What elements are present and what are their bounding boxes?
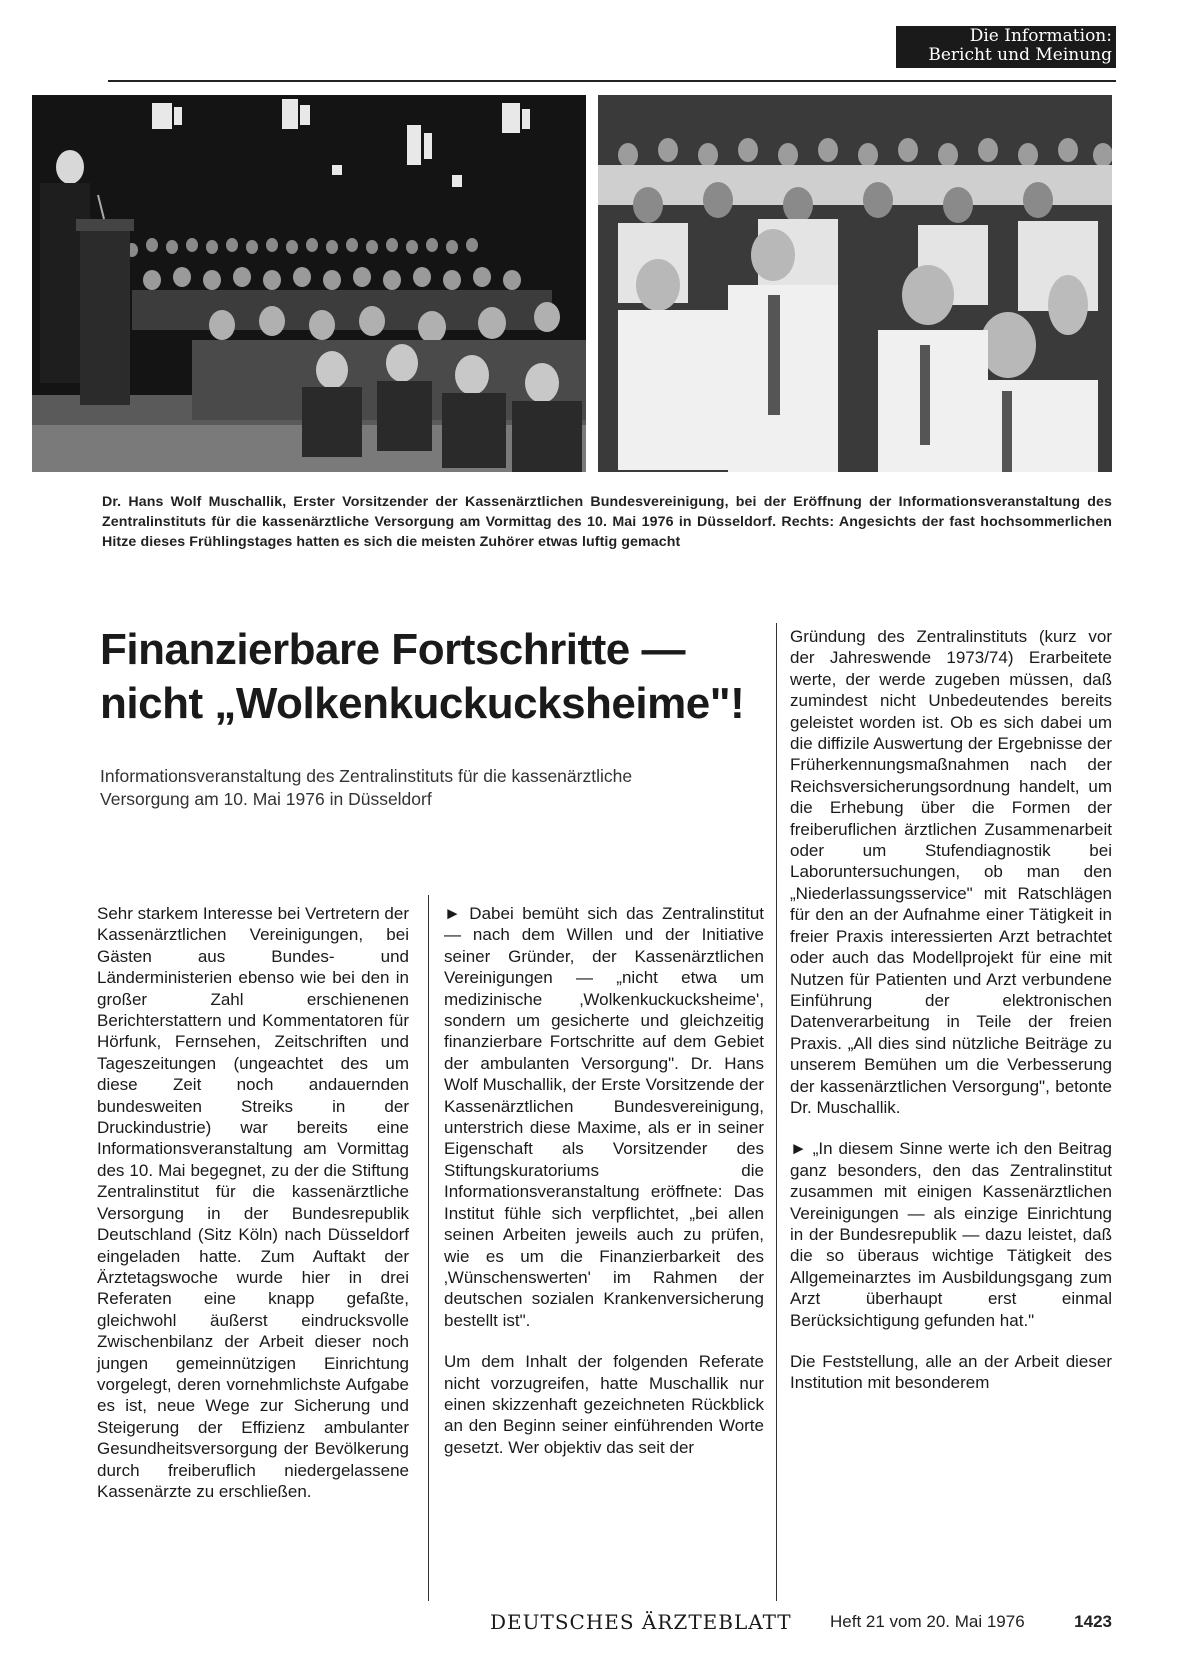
paragraph: Sehr starkem Interesse bei Vertretern der Kassenärztlichen Vereinigungen, bei Gästen aus Bundes- und Länderministerien ebenso wie bei den in großer Zahl erschienenen Berichterstattern und Kommentatoren für Hörfunk, Fernsehen, Zeitschriften und Tageszeitungen (ungeachtet des um diese Zeit noch andauernden bundesweiten Streiks in der Druckindustrie) war bereits eine Informationsveranstaltung am Vormittag des 10. Mai begegnet, zu der die Stiftung Zentralinstitut für die kassenärztliche Versorgung in der Bundesrepublik Deutschland (Sitz Köln) nach Düsseldorf eingeladen hatte. Zum Auftakt der Ärztetagswoche wurde hier in drei Referaten eine knapp gefaßte, gleichwohl äußerst eindrucksvolle Zwischenbilanz der Arbeit dieser noch jungen gemeinnützigen Einrichtung vorgelegt, deren vornehmlichste Aufgabe es ist, neue Wege zur Sicherung und Steigerung der Effizienz ambulanter Gesundheitsversorgung der Bevölkerung durch freiberuflich niedergelassene Kassenärzte zu erschließen. bbox=[97, 904, 409, 1501]
paragraph: Gründung des Zentralinstituts (kurz vor der Jahreswende 1973/74) Erarbeitete werte, der werde zugeben müssen, daß zumindest nicht Unbedeutendes bereits geleistet worden ist. Ob es sich dabei um die diffizile Auswertung der Ergebnisse der Früherkennungsmaßnahmen nach der Reichsversicherungsordnung handelt, um die Erhebung über die Formen der freiberuflichen ärztlichen Zusammenarbeit oder um Stufendiagnostik bei Laboruntersuchungen, ob man den „Niederlassungsservice" mit Ratschlägen für den an der Aufnahme einer Tätigkeit in freier Praxis interessierten Arzt betrachtet oder auch das Modellprojekt für eine mit Nutzen für Patienten und Arzt verbundene Einführung der elektronischen Datenverarbeitung in Teile der freien Praxis. „All dies sind nützliche Beiträge zu unserem Bemühen um die Verbesserung der kassenärztlichen Versorgung", betonte Dr. Muschallik. bbox=[790, 627, 1112, 1117]
headline: Finanzierbare Fortschritte — nicht „Wolkenkuckucksheime"! bbox=[100, 625, 745, 728]
column-divider bbox=[776, 623, 777, 1601]
journal-name: DEUTSCHES ÄRZTEBLATT bbox=[490, 1610, 792, 1634]
issue-info: Heft 21 vom 20. Mai 1976 bbox=[830, 1612, 1025, 1631]
article-column-1 bbox=[97, 903, 409, 1502]
page-number: 1423 bbox=[1074, 1612, 1112, 1631]
paragraph: Um dem Inhalt der folgenden Referate nicht vorzugreifen, hatte Muschallik nur einen skizzenhaft gezeichneten Rückblick an den Beginn seiner einführenden Worte gesetzt. Wer objektiv das seit der bbox=[444, 1352, 764, 1457]
column-divider bbox=[428, 895, 429, 1601]
paragraph: ► Dabei bemüht sich das Zentralinstitut — nach dem Willen und der Initiative seiner Gründer, der Kassenärztlichen Vereinigungen — „nicht etwa um medizinische ‚Wolkenkuckucksheime', sondern um gesicherte und gleichzeitig finanzierbare Fortschritte auf dem Gebiet der ambulanten Versorgung". Dr. Hans Wolf Muschallik, der Erste Vorsitzende der Kassenärztlichen Bundesvereinigung, unterstrich diese Maxime, als er in seiner Eigenschaft als Vorsitzender des Stiftungskuratoriums die Informationsveranstaltung eröffnete: Das Institut fühle sich verpflichtet, „bei allen seinen Arbeiten jeweils auch zu prüfen, wie es um die Finanzierbarkeit des ‚Wünschenswerten' im Rahmen der deutschen sozialen Krankenversicherung bestellt ist". bbox=[444, 904, 764, 1330]
paragraph: Die Feststellung, alle an der Arbeit dieser Institution mit besonderem bbox=[790, 1352, 1112, 1393]
section-label-line1: Die Information: bbox=[969, 26, 1112, 46]
article-column-3 bbox=[790, 626, 1112, 1394]
paragraph: ► „In diesem Sinne werte ich den Beitrag ganz besonders, den das Zentralinstitut zusammen mit einigen Kassenärztlichen Vereinigungen — als einzige Einrichtung in der Bundesrepublik — dazu leistet, daß die so überaus wichtige Tätigkeit des Allgemeinarztes im Ausbildungsgang zum Arzt überhaupt erst einmal Berücksichtigung gefunden hat." bbox=[790, 1139, 1112, 1330]
section-label-line2: Bericht und Meinung bbox=[928, 45, 1112, 65]
article-column-2 bbox=[444, 903, 764, 1458]
audience-photo bbox=[598, 95, 1112, 472]
section-label bbox=[896, 26, 1116, 68]
speaker-photo bbox=[32, 95, 586, 472]
page-footer bbox=[490, 1610, 1112, 1634]
subhead: Informationsveranstaltung des Zentralinstituts für die kassenärztliche Versorgung am 10. Mai 1976 in Düsseldorf bbox=[100, 766, 633, 809]
header-rule bbox=[108, 80, 1116, 82]
photo-caption: Dr. Hans Wolf Muschallik, Erster Vorsitzender der Kassenärztlichen Bundesvereinigung, bei der Eröffnung der Informationsveranstaltung des Zentralinstituts für die kassenärztliche Versorgung am Vormittag des 10. Mai 1976 in Düsseldorf. Rechts: Angesichts der fast hochsommerlichen Hitze dieses Frühlingstages hatten es sich die meisten Zuhörer etwas luftig gemacht bbox=[102, 494, 1112, 550]
